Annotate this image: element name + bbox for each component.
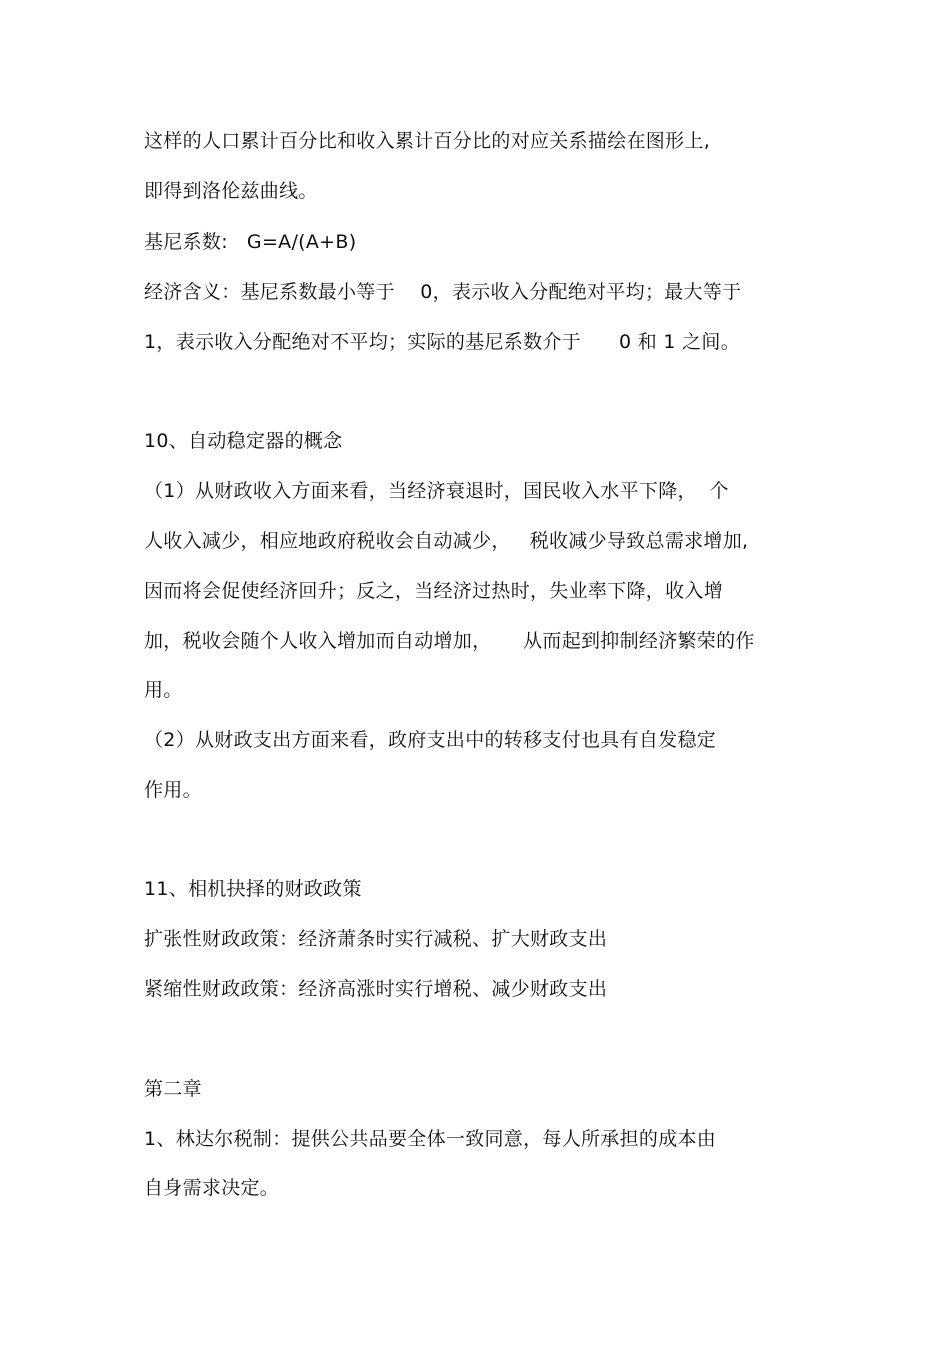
text-line: （2）从财政支出方面来看，政府支出中的转移支付也具有自发稳定	[144, 729, 717, 751]
text-line: 这样的人口累计百分比和收入累计百分比的对应关系描绘在图形上,	[144, 130, 711, 152]
text-line: 1、林达尔税制：提供公共品要全体一致同意，每人所承担的成本由	[144, 1128, 717, 1150]
text-line: 即得到洛伦兹曲线。	[144, 180, 318, 202]
text-line: 紧缩性财政政策：经济高涨时实行增税、减少财政支出	[144, 978, 608, 1000]
text-line: 自身需求决定。	[144, 1177, 280, 1199]
text-line: 作用。	[144, 779, 202, 801]
section-heading: 10、自动稳定器的概念	[144, 430, 343, 452]
text-line: 经济含义：基尼系数最小等于 0，表示收入分配绝对平均；最大等于	[144, 281, 742, 303]
text-line: 扩张性财政政策：经济萧条时实行减税、扩大财政支出	[144, 928, 608, 950]
text-line: （1）从财政收入方面来看，当经济衰退时，国民收入水平下降， 个	[144, 480, 729, 502]
text-line: 基尼系数: G=A/(A+B)	[144, 231, 357, 253]
chapter-heading: 第二章	[144, 1078, 202, 1100]
text-line: 1，表示收入分配绝对不平均；实际的基尼系数介于 0 和 1 之间。	[144, 331, 741, 353]
text-line: 人收入减少，相应地政府税收会自动减少， 税收减少导致总需求增加,	[144, 530, 749, 552]
text-line: 用。	[144, 679, 183, 701]
text-line: 因而将会促使经济回升；反之，当经济过热时，失业率下降，收入增	[144, 580, 724, 602]
section-heading: 11、相机抉择的财政政策	[144, 878, 362, 900]
text-line: 加，税收会随个人收入增加而自动增加， 从而起到抑制经济繁荣的作	[144, 630, 755, 652]
